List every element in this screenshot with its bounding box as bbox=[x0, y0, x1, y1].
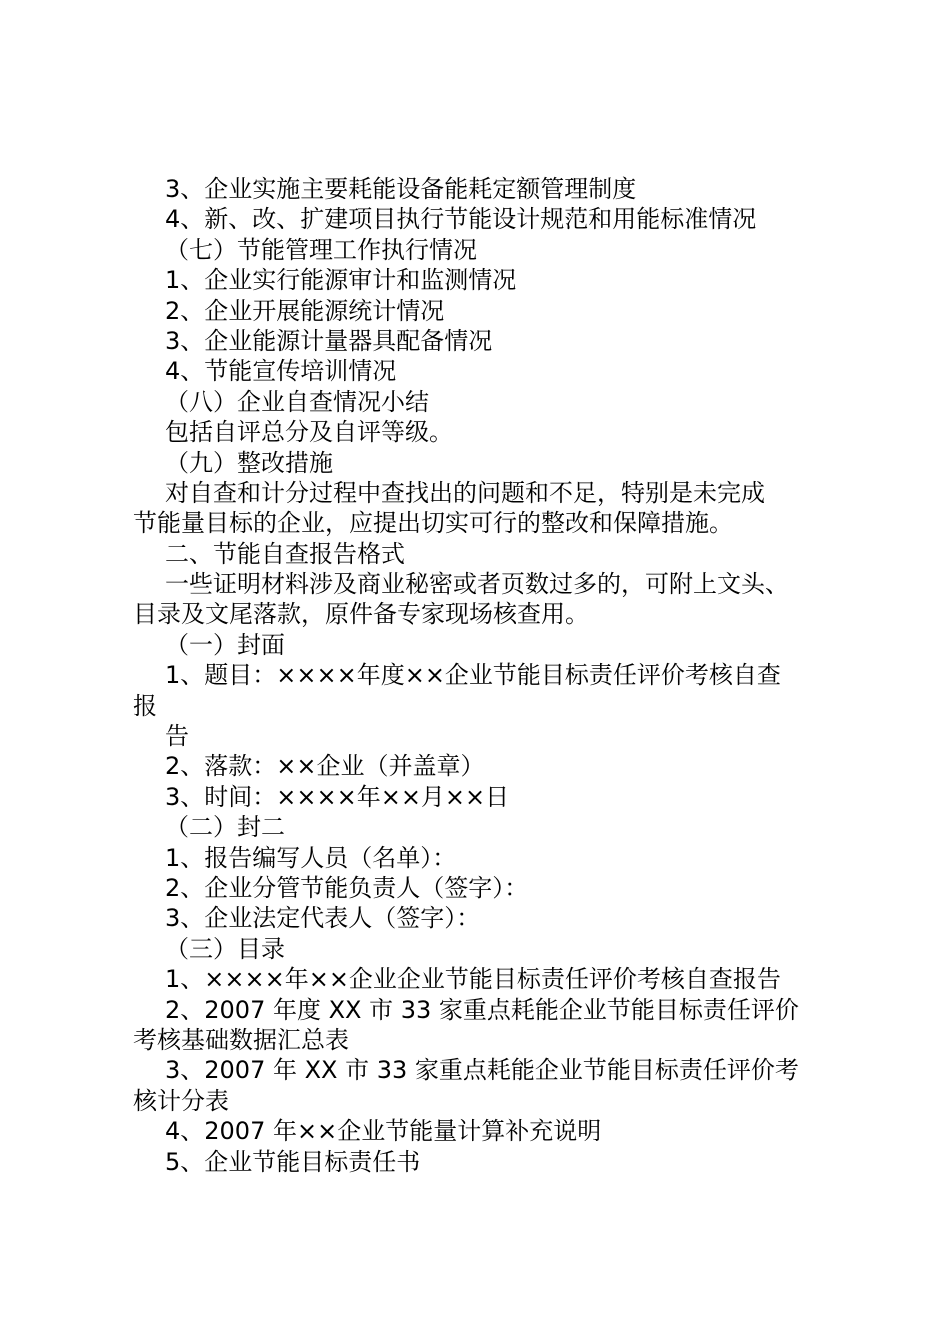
text-line-27: 1、××××年××企业企业节能目标责任评价考核自查报告 bbox=[165, 965, 781, 994]
text-line-25: 3、企业法定代表人（签字）： bbox=[165, 904, 481, 933]
text-line-14: 一些证明材料涉及商业秘密或者页数过多的，可附上文头、 bbox=[165, 570, 789, 599]
text-line-4: 1、企业实行能源审计和监测情况 bbox=[165, 266, 517, 295]
text-line-7: 4、节能宣传培训情况 bbox=[165, 357, 397, 386]
text-line-17: 1、题目：××××年度××企业节能目标责任评价考核自查 bbox=[165, 661, 781, 690]
text-line-24: 2、企业分管节能负责人（签字）： bbox=[165, 873, 529, 902]
text-line-2: 4、新、改、扩建项目执行节能设计规范和用能标准情况 bbox=[165, 205, 757, 234]
text-line-6: 3、企业能源计量器具配备情况 bbox=[165, 326, 493, 355]
text-line-11: 对自查和计分过程中查找出的问题和不足，特别是未完成 bbox=[165, 478, 765, 507]
text-line-5: 2、企业开展能源统计情况 bbox=[165, 296, 445, 325]
text-line-19: 告 bbox=[165, 722, 189, 751]
text-line-10: （九）整改措施 bbox=[165, 448, 333, 477]
text-line-23: 1、报告编写人员（名单）： bbox=[165, 843, 457, 872]
text-line-26: （三）目录 bbox=[165, 934, 285, 963]
text-line-21: 3、时间：××××年××月××日 bbox=[165, 782, 510, 811]
text-line-22: （二）封二 bbox=[165, 813, 285, 842]
text-line-28: 2、2007 年度 XX 市 33 家重点耗能企业节能目标责任评价 bbox=[165, 995, 799, 1024]
text-line-31: 核计分表 bbox=[133, 1086, 229, 1115]
text-line-12: 节能量目标的企业，应提出切实可行的整改和保障措施。 bbox=[133, 509, 733, 538]
text-line-13: 二、节能自查报告格式 bbox=[165, 539, 405, 568]
document-body bbox=[133, 174, 833, 1177]
text-line-18: 报 bbox=[133, 691, 157, 720]
text-line-30: 3、2007 年 XX 市 33 家重点耗能企业节能目标责任评价考 bbox=[165, 1056, 799, 1085]
text-line-3: （七）节能管理工作执行情况 bbox=[165, 235, 477, 264]
text-line-33: 5、企业节能目标责任书 bbox=[165, 1147, 421, 1176]
text-line-8: （八）企业自查情况小结 bbox=[165, 387, 429, 416]
text-line-15: 目录及文尾落款，原件备专家现场核查用。 bbox=[133, 600, 589, 629]
text-line-9: 包括自评总分及自评等级。 bbox=[165, 418, 453, 447]
text-line-29: 考核基础数据汇总表 bbox=[133, 1025, 349, 1054]
text-line-1: 3、企业实施主要耗能设备能耗定额管理制度 bbox=[165, 175, 637, 203]
text-line-20: 2、落款：××企业（并盖章） bbox=[165, 752, 485, 781]
text-line-16: （一）封面 bbox=[165, 630, 285, 659]
text-line-32: 4、2007 年××企业节能量计算补充说明 bbox=[165, 1117, 602, 1146]
